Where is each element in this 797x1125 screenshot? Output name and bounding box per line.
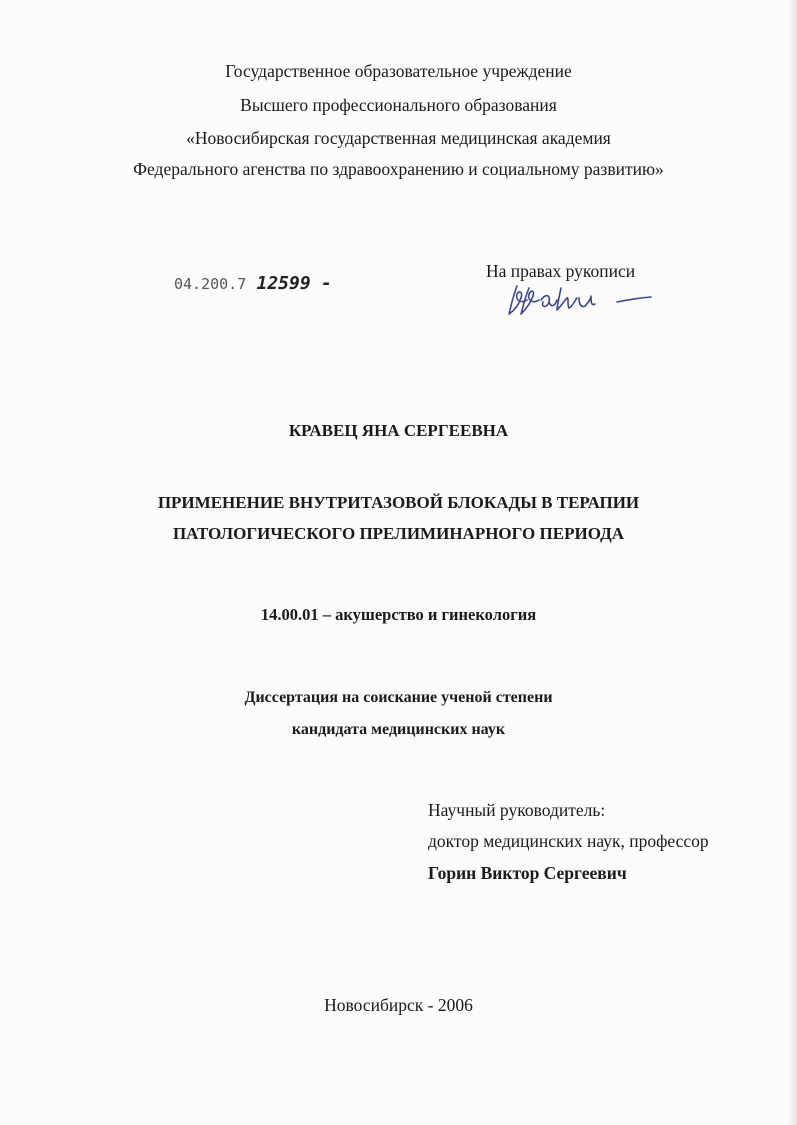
degree-line-1: Диссертация на соискание ученой степени	[244, 689, 553, 706]
supervisor-degree: доктор медицинских наук, профессор	[428, 831, 709, 851]
institution-line-1: Государственное образовательное учреждение	[225, 61, 572, 81]
city-year: Новосибирск - 2006	[324, 995, 473, 1015]
registration-stamp	[174, 272, 332, 296]
institution-line-2: Высшего профессионального образования	[240, 95, 557, 115]
degree-line-2: кандидата медицинских наук	[291, 721, 506, 738]
registration-suffix: -	[320, 273, 332, 294]
institution-line-4: Федерального агенства по здравоохранению и социальному развитию»	[133, 159, 664, 179]
specialty-code: 14.00.01 – акушерство и гинекология	[260, 605, 537, 624]
manuscript-rights: На правах рукописи	[486, 261, 636, 281]
registration-number: 12599	[256, 273, 311, 294]
dissertation-title-line-1: ПРИМЕНЕНИЕ ВНУТРИТАЗОВОЙ БЛОКАДЫ В ТЕРАПИИ	[157, 493, 640, 512]
scan-shadow-edge	[787, 0, 797, 1125]
supervisor-name: Горин Виктор Сергеевич	[428, 863, 627, 883]
supervisor-label: Научный руководитель:	[428, 800, 606, 820]
handwritten-signature	[505, 280, 655, 322]
author-name: КРАВЕЦ ЯНА СЕРГЕЕВНА	[288, 421, 509, 440]
registration-prefix: 04.200.7	[174, 275, 247, 293]
institution-line-3: «Новосибирская государственная медицинская академия	[186, 128, 611, 148]
dissertation-title-line-2: ПАТОЛОГИЧЕСКОГО ПРЕЛИМИНАРНОГО ПЕРИОДА	[172, 524, 625, 543]
